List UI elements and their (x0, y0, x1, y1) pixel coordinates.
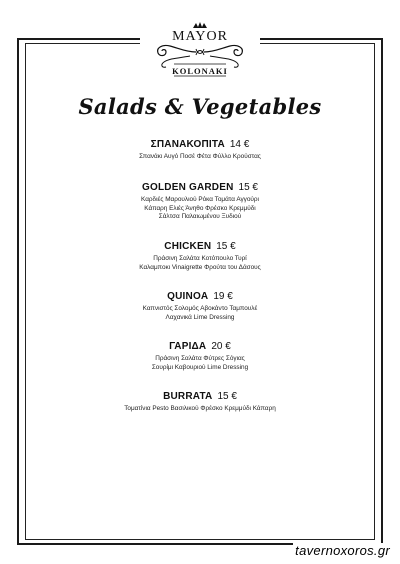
menu-item-spanakopita (0, 137, 400, 162)
item-name: CHICKEN (164, 241, 212, 252)
item-description: Πράσινη Σαλάτα Φύτρες Σόγιας Σουρίμι Καβουριού Lime Dressing (151, 355, 249, 371)
menu-item-golden-garden (0, 180, 400, 222)
brand-location: KOLONAKI (172, 66, 228, 76)
page-title: Salads & Vegetables (78, 94, 322, 119)
item-price: 19 € (213, 291, 233, 302)
item-description: Τοματίνια Pesto Βασιλικού Φρέσκο Κρεμμύδι Κάπαρη (124, 405, 276, 412)
item-price: 20 € (211, 341, 231, 352)
item-price: 15 € (238, 182, 258, 193)
site-watermark: tavernoxoros.gr (295, 543, 390, 558)
item-name: QUINOA (167, 291, 209, 302)
item-description: Πράσινη Σαλάτα Κοτόπουλο Τυρί Καλαμποκι Vinaigrette Φρούτα του Δάσους (139, 255, 261, 271)
menu-item-chicken (0, 239, 400, 272)
item-name: ΓΑΡΙΔΑ (169, 341, 207, 352)
menu-item-quinoa (0, 289, 400, 322)
item-price: 15 € (217, 391, 237, 402)
item-description: Σπανάκι Αυγό Ποσέ Φέτα Φύλλο Κρούστας (139, 153, 261, 160)
item-price: 14 € (229, 139, 250, 150)
item-name: BURRATA (163, 391, 213, 402)
brand-name: MAYOR (172, 29, 228, 44)
item-description: Καπνιστός Σολομός Αβοκάντο Ταμπουλέ Λαχανικά Lime Dressing (142, 305, 258, 321)
item-description: Καρδιές Μαρουλιού Ρόκα Τομάτα Αγγούρι Κάπαρη Ελιές Άνηθο Φρέσκο Κρεμμύδι Σάλτσα Παλαιωμένου Ξυδιού (141, 196, 259, 220)
item-name: ΣΠΑΝΑΚΟΠΙΤΑ (150, 139, 225, 150)
menu-item-burrata (0, 389, 400, 414)
menu-item-garida (0, 339, 400, 372)
item-price: 15 € (216, 241, 236, 252)
mayor-logo (140, 22, 260, 80)
item-name: GOLDEN GARDEN (142, 182, 234, 193)
